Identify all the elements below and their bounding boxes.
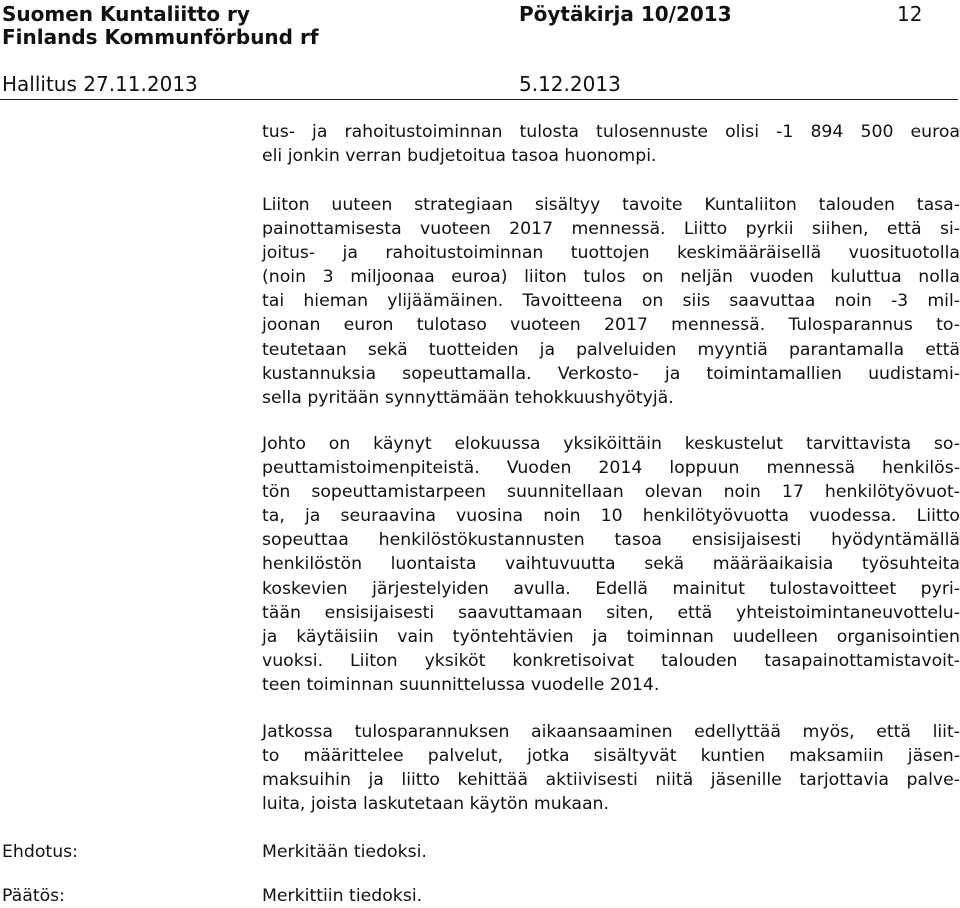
text-line: ja käytäisiin vain työntehtävien ja toiminnan uudelleen organisointien — [262, 626, 960, 647]
paragraph-strategy — [262, 193, 960, 410]
text-line: peuttamistoimenpiteistä. Vuoden 2014 loppuun mennessä henkilös- — [262, 458, 960, 479]
proposal-label: Ehdotus: — [2, 842, 78, 862]
text-line: Liiton uuteen strategiaan sisältyy tavoite Kuntaliiton talouden tasa- — [262, 195, 960, 215]
text-line: sopeuttaa henkilöstökustannusten tasoa ensisijaisesti hyödyntämällä — [262, 530, 960, 551]
text-line: teutetaan sekä tuotteiden ja palveluiden myyntiä parantamalla että — [262, 339, 960, 360]
text-line: joitus- ja rahoitustoiminnan tuottojen keskimääräisellä vuosituotolla — [262, 243, 960, 264]
paragraph-adjustment — [262, 432, 960, 697]
document-title: Pöytäkirja 10/2013 — [519, 2, 732, 26]
text-line: ta, ja seuraavina vuosina noin 10 henkilötyövuotta vuodessa. Liitto — [262, 506, 960, 527]
paragraph-services — [262, 720, 960, 816]
text-line: teen toiminnan suunnittelussa vuodelle 2014. — [262, 674, 660, 695]
text-line: koskevien järjestelyiden avulla. Edellä mainitut tulostavoitteet pyri- — [262, 578, 960, 599]
text-line: to määrittelee palvelut, jotka sisältyvät kuntien maksamiin jäsen- — [262, 746, 960, 767]
text-line: maksuihin ja liitto kehittää aktiivisesti niitä jäsenille tarjottavia palve- — [262, 770, 960, 791]
text-line: vuoksi. Liiton yksiköt konkretisoivat talouden tasapainottamistavoit- — [262, 650, 960, 671]
document-header — [0, 0, 960, 100]
text-line: kustannuksia sopeuttamalla. Verkosto- ja toimintamallien uudistami- — [262, 363, 960, 384]
proposal-text: Merkitään tiedoksi. — [262, 842, 427, 862]
page-number: 12 — [897, 2, 923, 26]
decision-text: Merkittiin tiedoksi. — [262, 886, 423, 906]
text-line: (noin 3 miljoonaa euroa) liiton tulos on neljän vuoden kuluttua nolla — [262, 267, 960, 288]
text-line: painottamisesta vuoteen 2017 mennessä. Liitto pyrkii siihen, että si- — [262, 219, 960, 240]
decision-label: Päätös: — [2, 886, 65, 906]
text-line: henkilöstön luontaista vaihtuvuutta sekä määräaikaisia työsuhteita — [262, 554, 960, 575]
text-line: joonan euron tulotaso vuoteen 2017 mennessä. Tulosparannus to- — [262, 315, 960, 336]
organization-name-finnish: Suomen Kuntaliitto ry — [2, 2, 250, 26]
document-date: 5.12.2013 — [519, 72, 621, 96]
text-line: eli jonkin verran budjetoitua tasoa huonompi. — [262, 146, 657, 167]
text-line: luita, joista laskutetaan käytön mukaan. — [262, 794, 610, 815]
text-line: tai hieman ylijäämäinen. Tavoitteena on siis saavuttaa noin -3 mil- — [262, 291, 960, 312]
text-line: tään ensisijaisesti saavuttamaan siten, että yhteistoimintaneuvottelu- — [262, 602, 960, 623]
organization-name-swedish: Finlands Kommunförbund rf — [2, 25, 319, 49]
text-line: tön sopeuttamistarpeen suunnitellaan olevan noin 17 henkilötyövuot- — [262, 482, 960, 503]
text-line: tus- ja rahoitustoiminnan tulosta tulosennuste olisi -1 894 500 euroa — [262, 122, 960, 142]
text-line: sella pyritään synnyttämään tehokkuushyötyjä. — [262, 387, 674, 408]
header-divider — [0, 99, 958, 100]
text-line: Jatkossa tulosparannuksen aikaansaaminen edellyttää myös, että liit- — [262, 722, 960, 742]
meeting-label: Hallitus 27.11.2013 — [2, 72, 198, 96]
text-line: Johto on käynyt elokuussa yksiköittäin keskustelut tarvittavista so- — [262, 434, 960, 454]
paragraph-forecast — [262, 120, 960, 168]
